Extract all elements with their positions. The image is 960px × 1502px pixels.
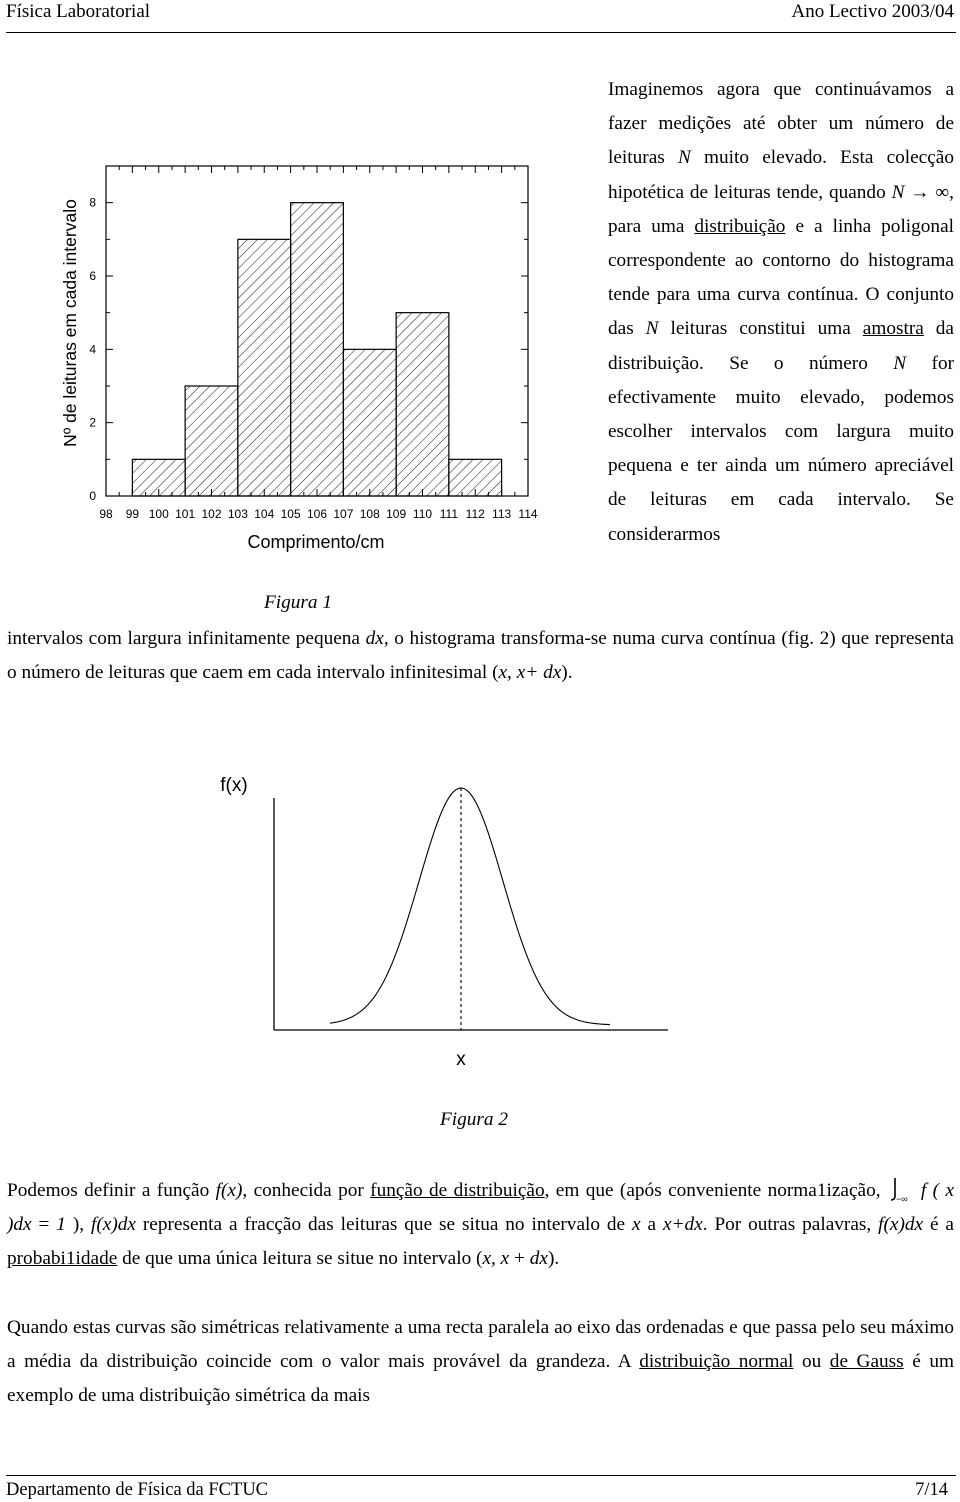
histogram-bar-5: [343, 349, 396, 496]
paragraph-distribution-function: Podemos definir a função f(x), conhecida por função de distribuição, em que (após conveniente norma1ização, −∞ f ( x )dx = 1 ), f(x)dx representa a fracção das leituras que se situa no intervalo de x a x+dx. Por outras palavras, f(x)dx é a probabi1idade de que uma única leitura se situe no intervalo (x, x + dx).: [7, 1174, 954, 1277]
figure2-caption: Figura 2: [440, 1109, 509, 1130]
x-tick-label: 99: [125, 507, 140, 521]
side-paragraph: Imaginemos agora que continuávamos a fazer medições até obter um número de leituras N muito elevado. Esta colecção hipotética de leituras tende, quando N → ∞, para uma distribuição e a linha poligonal correspondente ao contorno do histograma tende para uma curva contínua. O conjunto das N leituras constitui uma amostra da distribuição. Se o número N for efectivamente muito elevado, podemos escolher intervalos com largura muito pequena e ter ainda um número apreciável de leituras em cada intervalo. Se considerarmos: [608, 79, 954, 545]
x-label: x: [456, 1049, 466, 1070]
x-tick-label: 111: [439, 507, 458, 521]
fx-label: f(x): [220, 775, 248, 796]
histogram-bar-6: [396, 313, 449, 496]
paragraph-symmetric-curves: Quando estas curvas são simétricas relativamente a uma recta paralela ao eixo das ordenadas e que passa pelo seu máximo a média da distribuição coincide com o valor mais provável da grandeza. A distribuição normal ou de Gauss é um exemplo de uma distribuição simétrica da mais: [7, 1317, 954, 1407]
x-tick-label: 101: [175, 507, 196, 521]
x-tick-label: 108: [359, 507, 380, 521]
y-tick-label: 0: [89, 489, 96, 503]
header-right: Ano Lectivo 2003/04: [791, 1, 954, 22]
x-tick-label: 109: [386, 507, 407, 521]
x-tick-label: 102: [201, 507, 222, 521]
x-tick-label: 106: [306, 507, 328, 521]
histogram-bar-3: [238, 239, 291, 496]
figure1-histogram: [0, 160, 600, 560]
x-tick-label: 100: [148, 507, 169, 521]
integral-sign: [887, 1176, 921, 1202]
histogram-bar-4: [291, 203, 344, 496]
x-axis-label: Comprimento/cm: [247, 532, 385, 552]
x-tick-label: 105: [280, 507, 301, 521]
y-tick-label: 6: [89, 269, 96, 283]
header-rule: [6, 32, 956, 33]
gaussian-curve: [330, 788, 610, 1024]
header-left: Física Laboratorial: [6, 1, 151, 22]
x-tick-label: 104: [254, 507, 275, 521]
figure2-gaussian: [180, 760, 680, 1080]
x-tick-label: 103: [227, 507, 248, 521]
x-tick-label: 110: [412, 507, 433, 521]
x-tick-label: 112: [465, 507, 485, 521]
y-axis-label: Nº de leituras em cada intervalo: [60, 199, 80, 447]
x-tick-label: 114: [518, 507, 538, 521]
continuation-paragraph: intervalos com largura infinitamente pequena dx, o histograma transforma-se numa curva contínua (fig. 2) que representa o número de leituras que caem em cada intervalo infinitesimal (x, x+ dx).: [7, 628, 954, 684]
footer-right: 7/14: [915, 1480, 948, 1500]
footer-rule: [6, 1475, 956, 1476]
x-tick-label: 98: [99, 507, 113, 521]
x-tick-label: 107: [333, 507, 354, 521]
y-tick-label: 8: [89, 195, 96, 210]
y-tick-label: 2: [89, 415, 96, 430]
histogram-bar-2: [185, 386, 238, 496]
svg-text:−∞: −∞: [895, 1194, 908, 1202]
y-tick-label: 4: [89, 342, 96, 357]
footer-left: Departamento de Física da FCTUC: [6, 1480, 269, 1500]
x-tick-label: 113: [492, 507, 512, 521]
figure1-caption: Figura 1: [264, 592, 333, 613]
